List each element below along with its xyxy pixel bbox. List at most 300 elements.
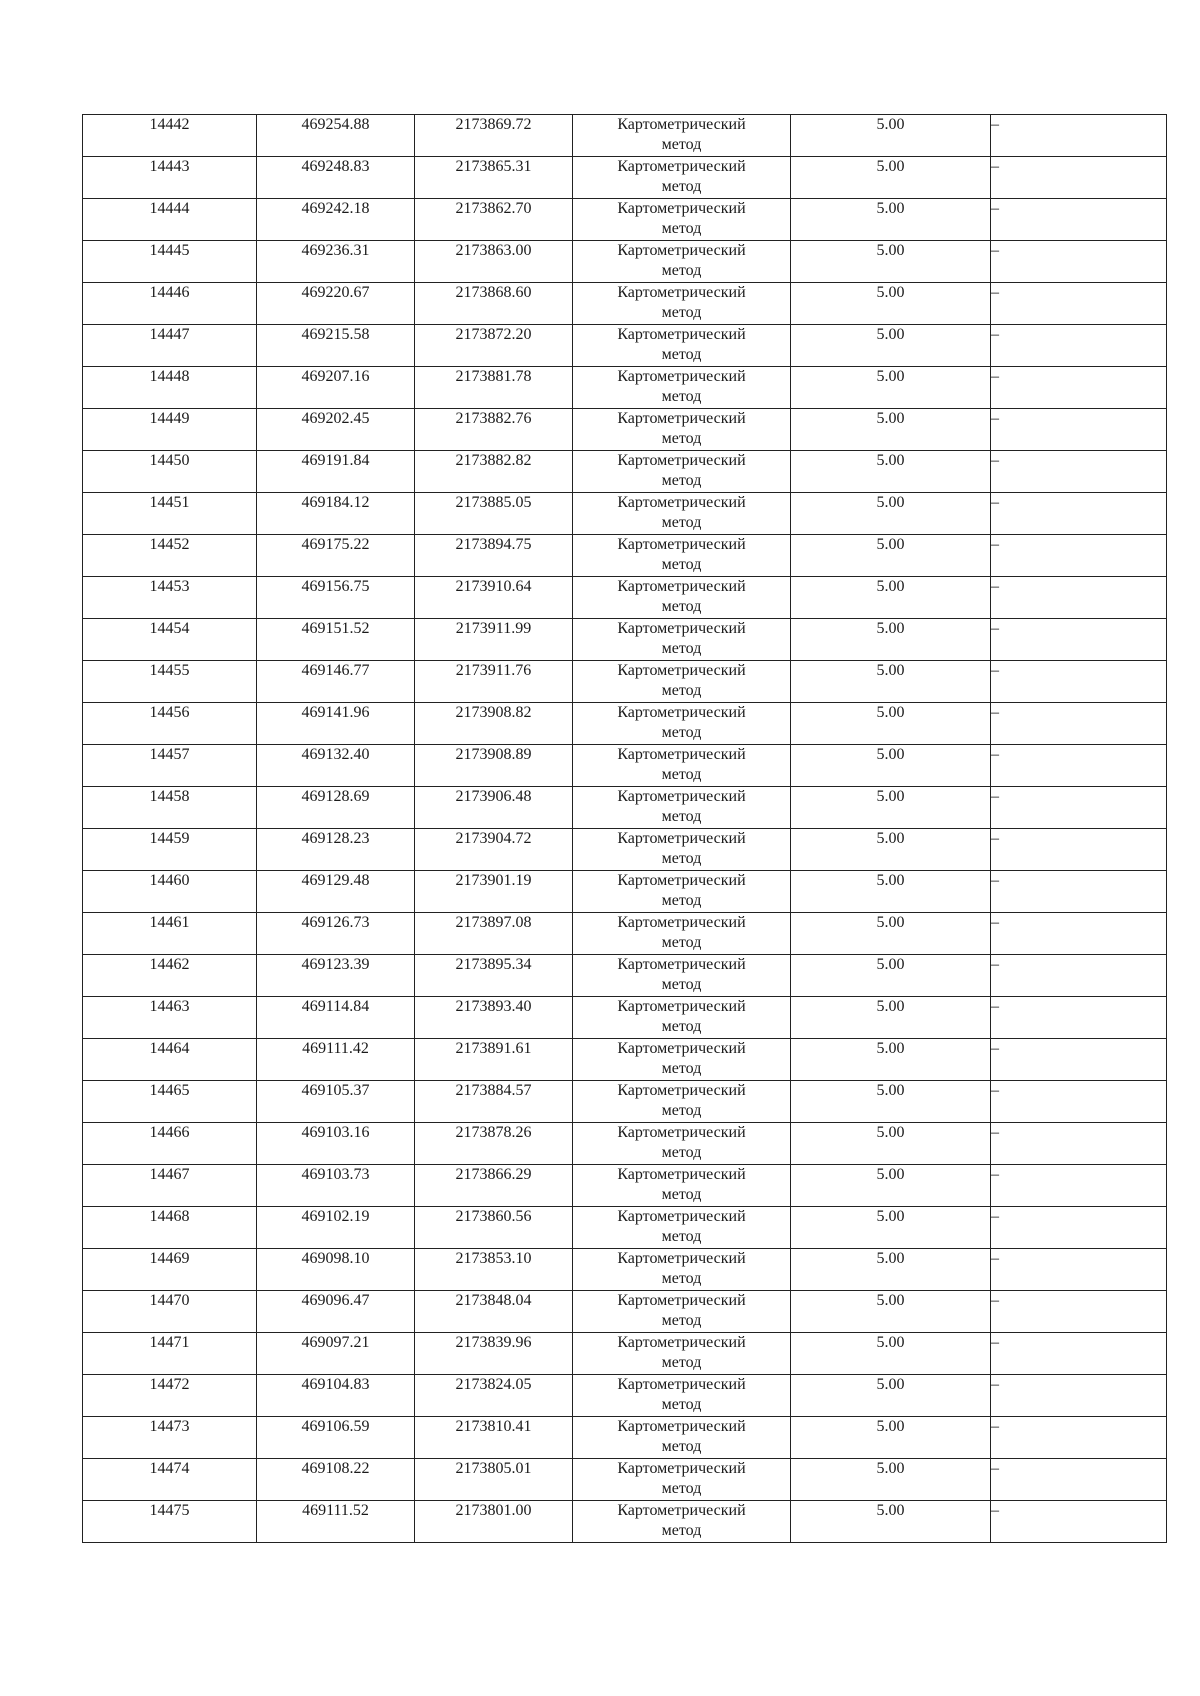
method-line-1: Картометрический [617,1334,746,1351]
coordinate-x-cell: 469151.52 [257,619,415,661]
method-line-2: метод [661,934,702,951]
description-cell: – [991,1207,1167,1249]
coordinate-x-cell: 469191.84 [257,451,415,493]
method-cell [573,535,791,577]
error-cell: 5.00 [791,157,991,199]
description-cell: – [991,1417,1167,1459]
table-row [83,1417,1167,1459]
table-row [83,703,1167,745]
method-line-2: метод [661,556,702,573]
table-row [83,1249,1167,1291]
error-cell: 5.00 [791,619,991,661]
point-number-cell: 14472 [83,1375,257,1417]
coordinate-y-cell: 2173908.82 [415,703,573,745]
coordinate-x-cell: 469111.52 [257,1501,415,1543]
table-row [83,493,1167,535]
coordinate-y-cell: 2173891.61 [415,1039,573,1081]
description-cell: – [991,157,1167,199]
method-line-2: метод [661,1354,702,1371]
error-cell: 5.00 [791,367,991,409]
coordinate-y-cell: 2173882.76 [415,409,573,451]
method-cell [573,1459,791,1501]
table-row [83,787,1167,829]
point-number-cell: 14459 [83,829,257,871]
coordinate-x-cell: 469104.83 [257,1375,415,1417]
description-cell: – [991,1459,1167,1501]
point-number-cell: 14468 [83,1207,257,1249]
coordinate-x-cell: 469097.21 [257,1333,415,1375]
point-number-cell: 14467 [83,1165,257,1207]
description-cell: – [991,1333,1167,1375]
error-cell: 5.00 [791,451,991,493]
method-line-1: Картометрический [617,620,746,637]
coordinate-y-cell: 2173848.04 [415,1291,573,1333]
coordinate-y-cell: 2173805.01 [415,1459,573,1501]
table-row [83,535,1167,577]
error-cell: 5.00 [791,325,991,367]
method-line-1: Картометрический [617,872,746,889]
coordinate-x-cell: 469141.96 [257,703,415,745]
error-cell: 5.00 [791,661,991,703]
method-line-1: Картометрический [617,1376,746,1393]
point-number-cell: 14460 [83,871,257,913]
error-cell: 5.00 [791,829,991,871]
table-row [83,115,1167,157]
method-cell [573,199,791,241]
table-row [83,367,1167,409]
method-line-2: метод [661,892,702,909]
method-line-2: метод [661,640,702,657]
method-line-2: метод [661,388,702,405]
point-number-cell: 14456 [83,703,257,745]
method-line-1: Картометрический [617,704,746,721]
error-cell: 5.00 [791,1291,991,1333]
point-number-cell: 14449 [83,409,257,451]
coordinate-y-cell: 2173882.82 [415,451,573,493]
method-line-1: Картометрический [617,662,746,679]
method-cell [573,1333,791,1375]
method-line-1: Картометрический [617,1082,746,1099]
method-cell [573,493,791,535]
coordinate-y-cell: 2173869.72 [415,115,573,157]
description-cell: – [991,871,1167,913]
error-cell: 5.00 [791,493,991,535]
point-number-cell: 14452 [83,535,257,577]
method-line-1: Картометрический [617,242,746,259]
description-cell: – [991,1081,1167,1123]
coordinate-y-cell: 2173908.89 [415,745,573,787]
method-cell [573,1291,791,1333]
point-number-cell: 14448 [83,367,257,409]
table-row [83,955,1167,997]
coordinate-x-cell: 469242.18 [257,199,415,241]
point-number-cell: 14451 [83,493,257,535]
coordinate-x-cell: 469129.48 [257,871,415,913]
coordinate-y-cell: 2173862.70 [415,199,573,241]
coordinate-y-cell: 2173801.00 [415,1501,573,1543]
coordinates-table [82,114,1167,1543]
method-line-1: Картометрический [617,1292,746,1309]
coordinate-x-cell: 469128.69 [257,787,415,829]
method-cell [573,703,791,745]
coordinate-y-cell: 2173868.60 [415,283,573,325]
method-cell [573,745,791,787]
method-line-1: Картометрический [617,788,746,805]
point-number-cell: 14458 [83,787,257,829]
method-line-1: Картометрический [617,1460,746,1477]
method-line-1: Картометрический [617,1208,746,1225]
method-line-2: метод [661,850,702,867]
method-line-2: метод [661,1396,702,1413]
method-cell [573,283,791,325]
method-line-2: метод [661,1060,702,1077]
method-cell [573,1501,791,1543]
point-number-cell: 14446 [83,283,257,325]
table-row [83,1459,1167,1501]
method-line-2: метод [661,1270,702,1287]
description-cell: – [991,1165,1167,1207]
method-line-1: Картометрический [617,368,746,385]
point-number-cell: 14461 [83,913,257,955]
table-row [83,871,1167,913]
table-row [83,913,1167,955]
point-number-cell: 14453 [83,577,257,619]
coordinate-y-cell: 2173865.31 [415,157,573,199]
coordinate-y-cell: 2173863.00 [415,241,573,283]
description-cell: – [991,787,1167,829]
method-cell [573,325,791,367]
point-number-cell: 14443 [83,157,257,199]
method-line-1: Картометрический [617,956,746,973]
description-cell: – [991,913,1167,955]
coordinate-y-cell: 2173885.05 [415,493,573,535]
coordinate-x-cell: 469128.23 [257,829,415,871]
point-number-cell: 14455 [83,661,257,703]
coordinate-x-cell: 469220.67 [257,283,415,325]
error-cell: 5.00 [791,115,991,157]
method-line-2: метод [661,766,702,783]
point-number-cell: 14447 [83,325,257,367]
coordinate-x-cell: 469156.75 [257,577,415,619]
table-row [83,1501,1167,1543]
description-cell: – [991,493,1167,535]
description-cell: – [991,115,1167,157]
method-line-2: метод [661,598,702,615]
method-line-1: Картометрический [617,158,746,175]
description-cell: – [991,619,1167,661]
point-number-cell: 14465 [83,1081,257,1123]
coordinate-x-cell: 469184.12 [257,493,415,535]
method-cell [573,115,791,157]
method-cell [573,913,791,955]
description-cell: – [991,1039,1167,1081]
table-row [83,577,1167,619]
coordinate-y-cell: 2173824.05 [415,1375,573,1417]
method-line-2: метод [661,220,702,237]
table-row [83,1039,1167,1081]
coordinate-x-cell: 469098.10 [257,1249,415,1291]
error-cell: 5.00 [791,199,991,241]
method-line-2: метод [661,430,702,447]
error-cell: 5.00 [791,1333,991,1375]
method-cell [573,409,791,451]
coordinate-y-cell: 2173911.99 [415,619,573,661]
method-line-2: метод [661,1018,702,1035]
table-row [83,745,1167,787]
method-cell [573,1081,791,1123]
coordinate-x-cell: 469103.73 [257,1165,415,1207]
table-row [83,1207,1167,1249]
method-cell [573,367,791,409]
coordinate-y-cell: 2173910.64 [415,577,573,619]
method-line-1: Картометрический [617,284,746,301]
table-row [83,619,1167,661]
error-cell: 5.00 [791,745,991,787]
table-row [83,1081,1167,1123]
error-cell: 5.00 [791,577,991,619]
coordinate-x-cell: 469102.19 [257,1207,415,1249]
method-line-1: Картометрический [617,578,746,595]
point-number-cell: 14454 [83,619,257,661]
coordinate-x-cell: 469114.84 [257,997,415,1039]
table-row [83,451,1167,493]
method-line-2: метод [661,976,702,993]
table-row [83,1165,1167,1207]
point-number-cell: 14457 [83,745,257,787]
method-line-2: метод [661,514,702,531]
error-cell: 5.00 [791,1501,991,1543]
description-cell: – [991,703,1167,745]
method-line-2: метод [661,262,702,279]
description-cell: – [991,577,1167,619]
point-number-cell: 14470 [83,1291,257,1333]
table-row [83,241,1167,283]
table-row [83,157,1167,199]
description-cell: – [991,535,1167,577]
method-line-1: Картометрический [617,326,746,343]
coordinate-x-cell: 469111.42 [257,1039,415,1081]
coordinate-y-cell: 2173872.20 [415,325,573,367]
table-row [83,325,1167,367]
method-line-1: Картометрический [617,452,746,469]
coordinate-y-cell: 2173881.78 [415,367,573,409]
description-cell: – [991,199,1167,241]
coordinate-x-cell: 469215.58 [257,325,415,367]
method-cell [573,1165,791,1207]
error-cell: 5.00 [791,283,991,325]
table-row [83,1333,1167,1375]
method-line-1: Картометрический [617,1040,746,1057]
description-cell: – [991,955,1167,997]
coordinate-x-cell: 469175.22 [257,535,415,577]
method-cell [573,661,791,703]
coordinate-y-cell: 2173906.48 [415,787,573,829]
error-cell: 5.00 [791,1417,991,1459]
coordinate-x-cell: 469105.37 [257,1081,415,1123]
coordinate-x-cell: 469236.31 [257,241,415,283]
table-row [83,409,1167,451]
method-line-1: Картометрический [617,914,746,931]
coordinate-y-cell: 2173866.29 [415,1165,573,1207]
method-cell [573,157,791,199]
coordinate-x-cell: 469103.16 [257,1123,415,1165]
method-line-2: метод [661,346,702,363]
method-line-2: метод [661,178,702,195]
method-line-1: Картометрический [617,536,746,553]
method-cell [573,997,791,1039]
coordinate-y-cell: 2173893.40 [415,997,573,1039]
method-line-1: Картометрический [617,998,746,1015]
error-cell: 5.00 [791,1249,991,1291]
method-line-2: метод [661,1144,702,1161]
error-cell: 5.00 [791,1207,991,1249]
method-line-1: Картометрический [617,200,746,217]
method-line-1: Картометрический [617,1166,746,1183]
coordinate-y-cell: 2173904.72 [415,829,573,871]
description-cell: – [991,829,1167,871]
point-number-cell: 14469 [83,1249,257,1291]
method-line-2: метод [661,136,702,153]
method-cell [573,1039,791,1081]
error-cell: 5.00 [791,1459,991,1501]
description-cell: – [991,1291,1167,1333]
method-line-1: Картометрический [617,410,746,427]
point-number-cell: 14450 [83,451,257,493]
description-cell: – [991,451,1167,493]
method-cell [573,871,791,913]
description-cell: – [991,241,1167,283]
error-cell: 5.00 [791,1165,991,1207]
coordinate-x-cell: 469096.47 [257,1291,415,1333]
method-cell [573,1207,791,1249]
point-number-cell: 14474 [83,1459,257,1501]
coordinate-x-cell: 469126.73 [257,913,415,955]
coordinate-y-cell: 2173895.34 [415,955,573,997]
description-cell: – [991,1375,1167,1417]
error-cell: 5.00 [791,241,991,283]
method-line-1: Картометрический [617,1502,746,1519]
table-row [83,1123,1167,1165]
point-number-cell: 14462 [83,955,257,997]
method-cell [573,241,791,283]
method-cell [573,787,791,829]
description-cell: – [991,409,1167,451]
method-line-1: Картометрический [617,116,746,133]
coordinate-y-cell: 2173911.76 [415,661,573,703]
method-line-2: метод [661,1228,702,1245]
coordinate-x-cell: 469106.59 [257,1417,415,1459]
method-cell [573,1249,791,1291]
table-row [83,1375,1167,1417]
description-cell: – [991,1123,1167,1165]
method-line-2: метод [661,1522,702,1539]
method-line-2: метод [661,472,702,489]
coordinate-y-cell: 2173860.56 [415,1207,573,1249]
coordinate-x-cell: 469108.22 [257,1459,415,1501]
coordinate-y-cell: 2173894.75 [415,535,573,577]
method-line-2: метод [661,1312,702,1329]
method-line-2: метод [661,1186,702,1203]
method-line-2: метод [661,1480,702,1497]
error-cell: 5.00 [791,703,991,745]
description-cell: – [991,1501,1167,1543]
coordinate-y-cell: 2173810.41 [415,1417,573,1459]
coordinate-y-cell: 2173878.26 [415,1123,573,1165]
method-line-1: Картометрический [617,1250,746,1267]
description-cell: – [991,661,1167,703]
coordinate-x-cell: 469123.39 [257,955,415,997]
method-line-1: Картометрический [617,746,746,763]
error-cell: 5.00 [791,1123,991,1165]
coordinate-y-cell: 2173884.57 [415,1081,573,1123]
error-cell: 5.00 [791,1375,991,1417]
error-cell: 5.00 [791,535,991,577]
error-cell: 5.00 [791,955,991,997]
method-cell [573,1123,791,1165]
description-cell: – [991,745,1167,787]
method-line-2: метод [661,724,702,741]
description-cell: – [991,997,1167,1039]
method-cell [573,1375,791,1417]
coordinate-x-cell: 469202.45 [257,409,415,451]
point-number-cell: 14444 [83,199,257,241]
table-row [83,661,1167,703]
coordinate-y-cell: 2173901.19 [415,871,573,913]
point-number-cell: 14442 [83,115,257,157]
point-number-cell: 14473 [83,1417,257,1459]
method-cell [573,955,791,997]
method-line-1: Картометрический [617,1418,746,1435]
method-line-2: метод [661,808,702,825]
method-cell [573,451,791,493]
method-line-1: Картометрический [617,830,746,847]
coordinate-y-cell: 2173897.08 [415,913,573,955]
method-line-2: метод [661,304,702,321]
table-row [83,1291,1167,1333]
method-cell [573,577,791,619]
coordinate-y-cell: 2173853.10 [415,1249,573,1291]
method-cell [573,829,791,871]
error-cell: 5.00 [791,997,991,1039]
method-line-2: метод [661,1438,702,1455]
description-cell: – [991,325,1167,367]
point-number-cell: 14466 [83,1123,257,1165]
description-cell: – [991,367,1167,409]
table-row [83,997,1167,1039]
error-cell: 5.00 [791,1039,991,1081]
point-number-cell: 14463 [83,997,257,1039]
coordinate-y-cell: 2173839.96 [415,1333,573,1375]
coordinate-x-cell: 469254.88 [257,115,415,157]
coordinates-table-body [83,115,1167,1543]
point-number-cell: 14471 [83,1333,257,1375]
method-line-2: метод [661,682,702,699]
point-number-cell: 14475 [83,1501,257,1543]
error-cell: 5.00 [791,409,991,451]
method-line-1: Картометрический [617,494,746,511]
description-cell: – [991,1249,1167,1291]
method-cell [573,619,791,661]
method-cell [573,1417,791,1459]
coordinate-x-cell: 469146.77 [257,661,415,703]
error-cell: 5.00 [791,913,991,955]
point-number-cell: 14445 [83,241,257,283]
error-cell: 5.00 [791,1081,991,1123]
point-number-cell: 14464 [83,1039,257,1081]
coordinate-x-cell: 469207.16 [257,367,415,409]
error-cell: 5.00 [791,787,991,829]
error-cell: 5.00 [791,871,991,913]
